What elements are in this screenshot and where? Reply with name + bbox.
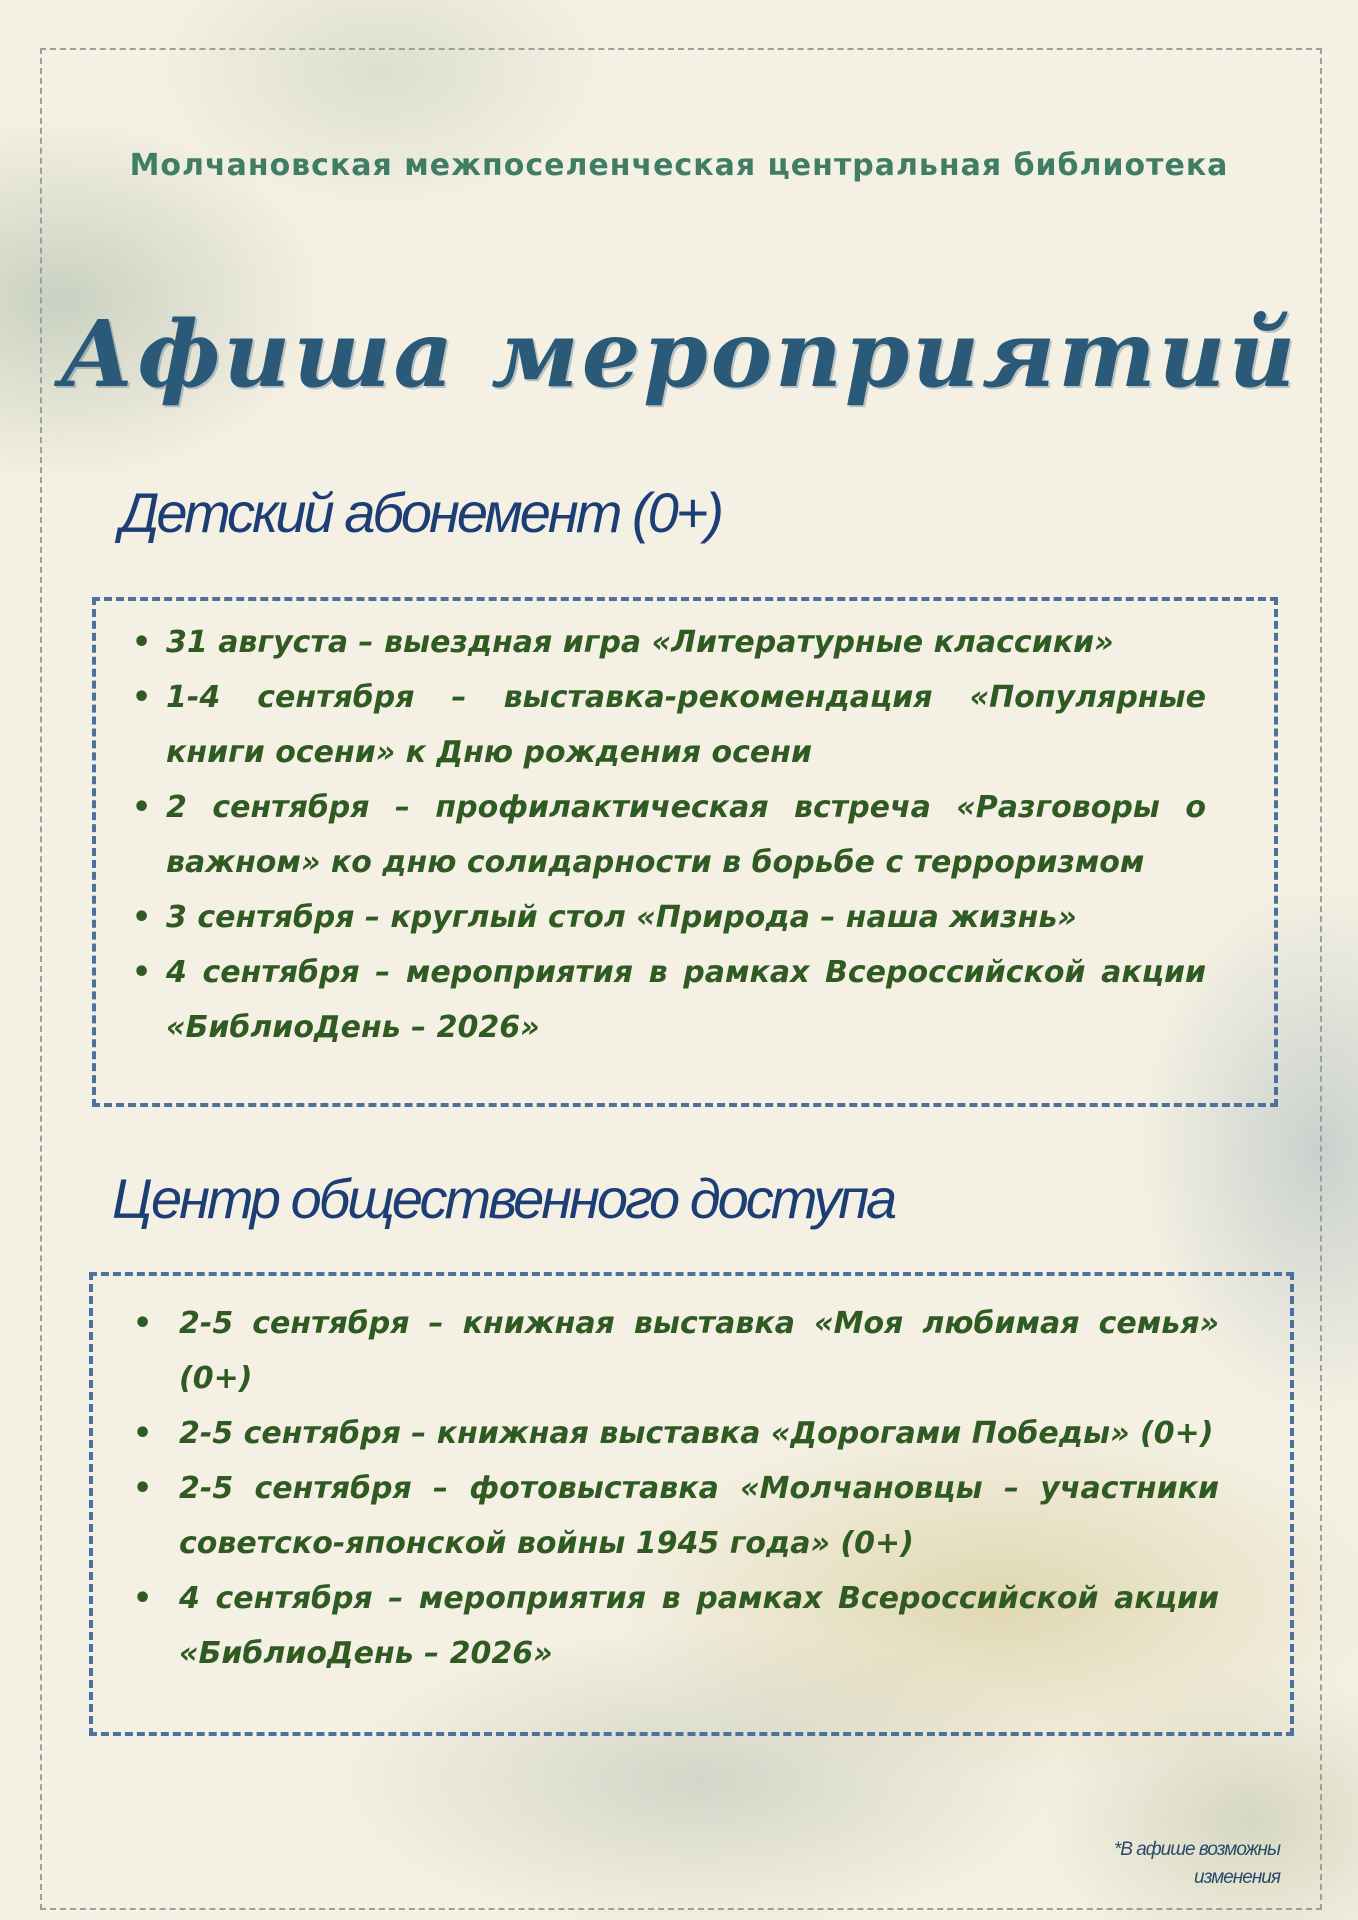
bullet-icon: • [133, 1581, 153, 1616]
bullet-icon: • [132, 900, 152, 935]
bullet-icon: • [132, 680, 152, 715]
list-item [132, 670, 1206, 780]
event-text: 4 сентября – мероприятия в рамках Всероссийской акции «БиблиоДень – 2026» [179, 1581, 1219, 1671]
event-text: 2 сентября – профилактическая встреча «Разговоры о важном» ко дню солидарности в борьбе с терроризмом [166, 790, 1206, 880]
list-item [132, 890, 1206, 945]
bullet-icon: • [133, 1471, 153, 1506]
event-text: 2-5 сентября – книжная выставка «Моя любимая семья» (0+) [179, 1306, 1219, 1396]
event-text: 4 сентября – мероприятия в рамках Всероссийской акции «БиблиоДень – 2026» [166, 955, 1206, 1045]
section-heading-children: Детский абонемент (0+) [120, 481, 722, 544]
section-heading-public-access: Центр общественного доступа [112, 1167, 895, 1230]
events-list-public-access [133, 1296, 1219, 1681]
list-item [133, 1571, 1219, 1681]
bullet-icon: • [133, 1416, 153, 1451]
list-item [132, 780, 1206, 890]
library-name: Молчановская межпоселенческая центральная библиотека [129, 148, 1229, 183]
list-item [133, 1461, 1219, 1571]
event-text: 1-4 сентября – выставка-рекомендация «Популярные книги осени» к Дню рождения осени [166, 680, 1206, 770]
event-text: 31 августа – выездная игра «Литературные классики» [166, 625, 1114, 660]
bullet-icon: • [132, 790, 152, 825]
footnote: *В афише возможны изменения [1113, 1839, 1280, 1888]
event-text: 2-5 сентября – фотовыставка «Молчановцы – участники советско-японской войны 1945 года» (0+) [179, 1471, 1219, 1561]
bullet-icon: • [133, 1306, 153, 1341]
event-text: 2-5 сентября – книжная выставка «Дорогами Победы» (0+) [179, 1416, 1214, 1451]
list-item [132, 615, 1206, 670]
page-title: Афиша мероприятий [59, 300, 1299, 408]
list-item [133, 1296, 1219, 1406]
events-box-children [92, 597, 1278, 1107]
list-item [133, 1406, 1219, 1461]
events-box-public-access [89, 1272, 1294, 1736]
list-item [132, 945, 1206, 1055]
events-list-children [132, 615, 1206, 1055]
event-text: 3 сентября – круглый стол «Природа – наша жизнь» [166, 900, 1077, 935]
bullet-icon: • [132, 955, 152, 990]
bullet-icon: • [132, 625, 152, 660]
